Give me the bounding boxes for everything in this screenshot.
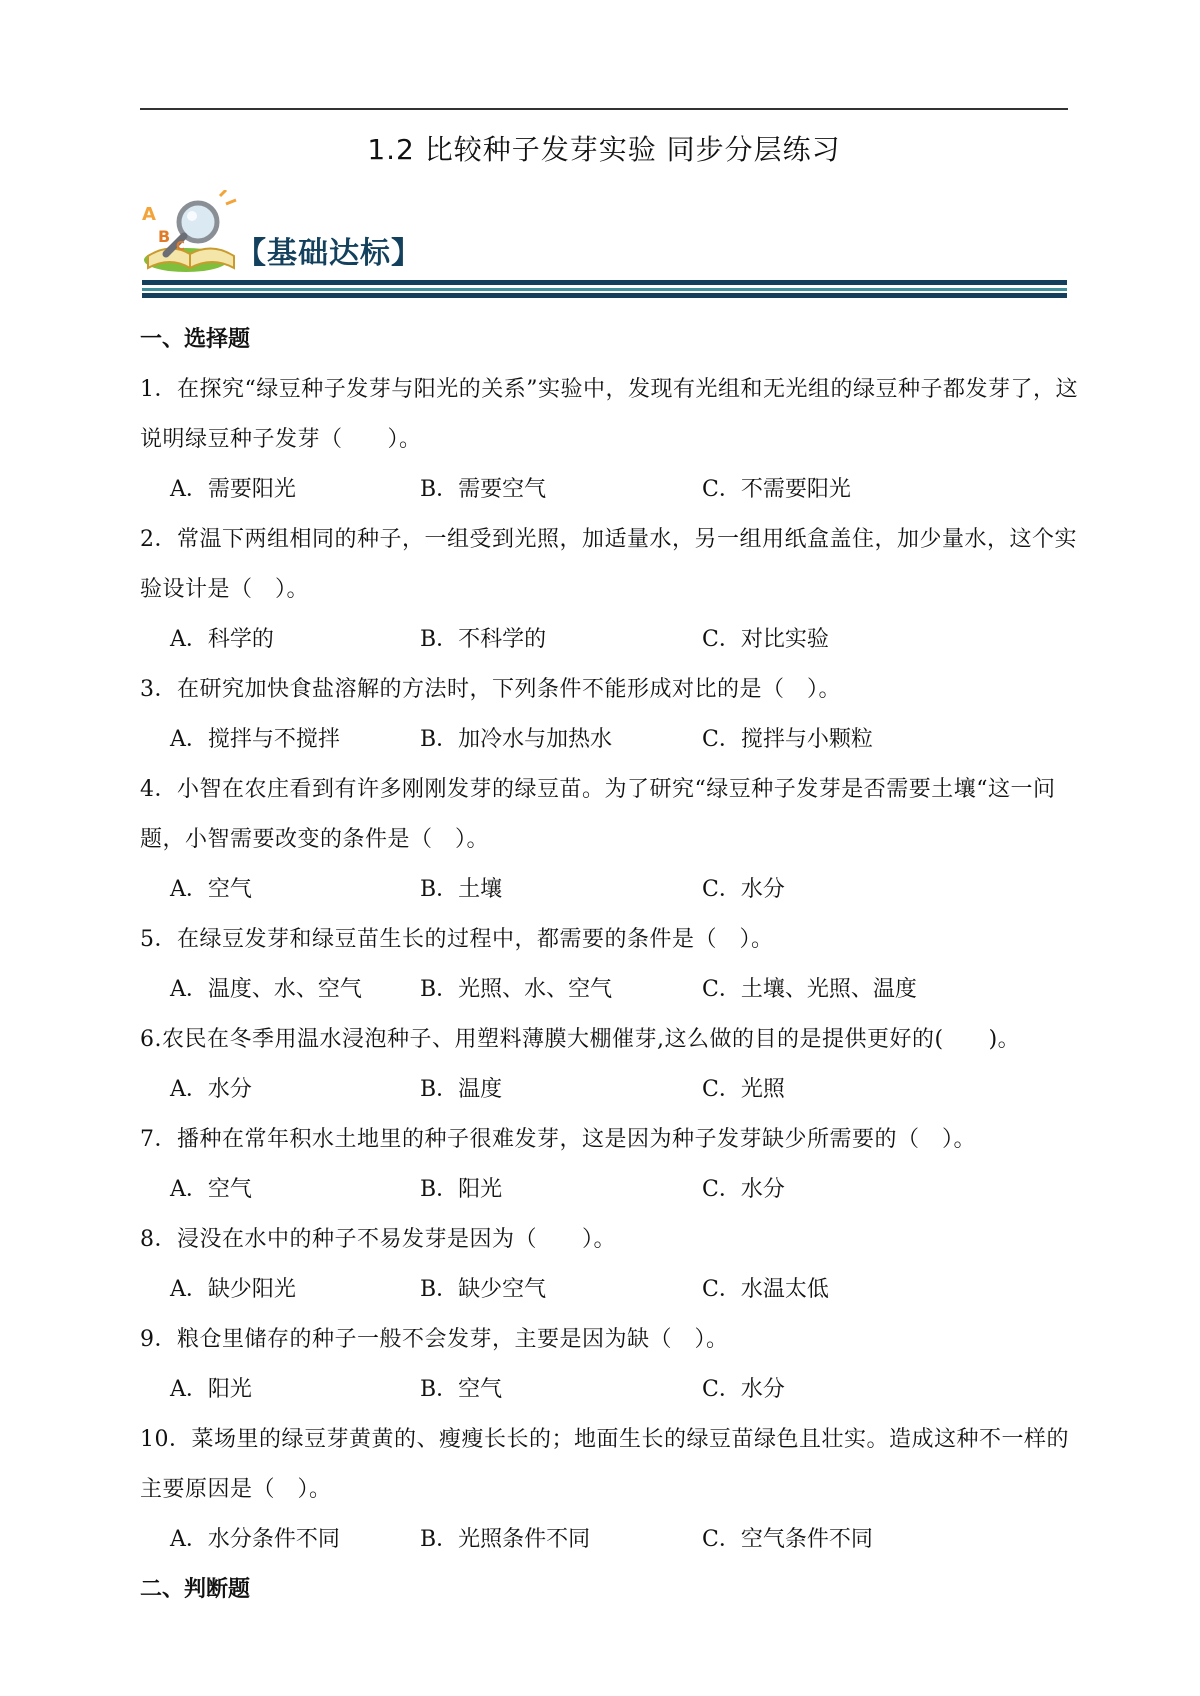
svg-text:C: C [176,239,185,253]
answer-options [140,865,1080,915]
exercise-content [140,315,1080,1615]
option-b[interactable]: B．光照条件不同 [420,1527,591,1552]
magnifier-book-icon [140,190,242,280]
question-item [140,1115,1080,1215]
option-b[interactable]: B．空气 [420,1377,503,1402]
question-item [140,1215,1080,1315]
answer-options [140,715,1080,765]
option-a[interactable]: A．科学的 [170,627,274,652]
banner-label: 【基础达标】 [236,236,422,271]
answer-options [140,1265,1080,1315]
question-text: 7．播种在常年积水土地里的种子很难发芽，这是因为种子发芽缺少所需要的（ ）。 [140,1127,976,1152]
section-banner [140,190,1070,300]
option-c[interactable]: C．水分 [702,1177,785,1202]
option-b[interactable]: B．缺少空气 [420,1277,547,1302]
answer-options [140,1515,1080,1565]
svg-text:B: B [158,227,171,246]
answer-options [140,1165,1080,1215]
option-a[interactable]: A．阳光 [170,1377,252,1402]
option-c[interactable]: C．水分 [702,1377,785,1402]
svg-text:A: A [142,204,156,225]
banner-divider [142,288,1067,291]
option-b[interactable]: B．需要空气 [420,477,547,502]
question-text: 6.农民在冬季用温水浸泡种子、用塑料薄膜大棚催芽,这么做的目的是提供更好的( )。 [140,1027,1021,1052]
banner-divider [142,293,1067,298]
option-a[interactable]: A．搅拌与不搅拌 [170,727,340,752]
question-item [140,765,1080,915]
answer-options [140,1365,1080,1415]
top-rule [140,108,1068,110]
question-text: 8．浸没在水中的种子不易发芽是因为（ ）。 [140,1227,616,1252]
question-text: 9．粮仓里储存的种子一般不会发芽，主要是因为缺（ ）。 [140,1327,729,1352]
option-c[interactable]: C．光照 [702,1077,785,1102]
question-item [140,1415,1080,1565]
question-item [140,1315,1080,1415]
section-heading: 二、判断题 [140,1577,251,1602]
question-item [140,515,1080,665]
option-b[interactable]: B．不科学的 [420,627,547,652]
question-text: 1．在探究“绿豆种子发芽与阳光的关系”实验中，发现有光组和无光组的绿豆种子都发芽了，这说明绿豆种子发芽（ ）。 [140,377,1078,452]
banner-divider [142,280,1067,285]
option-c[interactable]: C．土壤、光照、温度 [702,977,917,1002]
page-title: 1.2 比较种子发芽实验 同步分层练习 [367,133,841,166]
option-a[interactable]: A．空气 [170,877,252,902]
option-c[interactable]: C．水分 [702,877,785,902]
option-c[interactable]: C．不需要阳光 [702,477,851,502]
answer-options [140,1065,1080,1115]
question-item [140,1015,1080,1115]
section-heading: 一、选择题 [140,327,251,352]
option-b[interactable]: B．温度 [420,1077,503,1102]
option-a[interactable]: A．空气 [170,1177,252,1202]
option-c[interactable]: C．搅拌与小颗粒 [702,727,873,752]
question-text: 2．常温下两组相同的种子，一组受到光照，加适量水，另一组用纸盒盖住，加少量水，这个实验设计是（ ）。 [140,527,1078,602]
option-b[interactable]: B．土壤 [420,877,503,902]
question-text: 5．在绿豆发芽和绿豆苗生长的过程中，都需要的条件是（ ）。 [140,927,774,952]
option-b[interactable]: B．加冷水与加热水 [420,727,613,752]
answer-options [140,965,1080,1015]
option-b[interactable]: B．光照、水、空气 [420,977,613,1002]
option-c[interactable]: C．对比实验 [702,627,829,652]
question-text: 10．菜场里的绿豆芽黄黄的、瘦瘦长长的；地面生长的绿豆苗绿色且壮实。造成这种不一样的主要原因是（ ）。 [140,1427,1069,1502]
question-text: 4．小智在农庄看到有许多刚刚发芽的绿豆苗。为了研究“绿豆种子发芽是否需要土壤“这一问题，小智需要改变的条件是（ ）。 [140,777,1056,852]
option-a[interactable]: A．水分 [170,1077,252,1102]
option-c[interactable]: C．水温太低 [702,1277,829,1302]
option-a[interactable]: A．温度、水、空气 [170,977,362,1002]
option-a[interactable]: A．需要阳光 [170,477,296,502]
option-c[interactable]: C．空气条件不同 [702,1527,873,1552]
option-b[interactable]: B．阳光 [420,1177,503,1202]
question-item [140,365,1080,515]
question-item [140,915,1080,1015]
answer-options [140,615,1080,665]
question-text: 3．在研究加快食盐溶解的方法时，下列条件不能形成对比的是（ ）。 [140,677,841,702]
option-a[interactable]: A．缺少阳光 [170,1277,296,1302]
question-item [140,665,1080,765]
option-a[interactable]: A．水分条件不同 [170,1527,340,1552]
answer-options [140,465,1080,515]
